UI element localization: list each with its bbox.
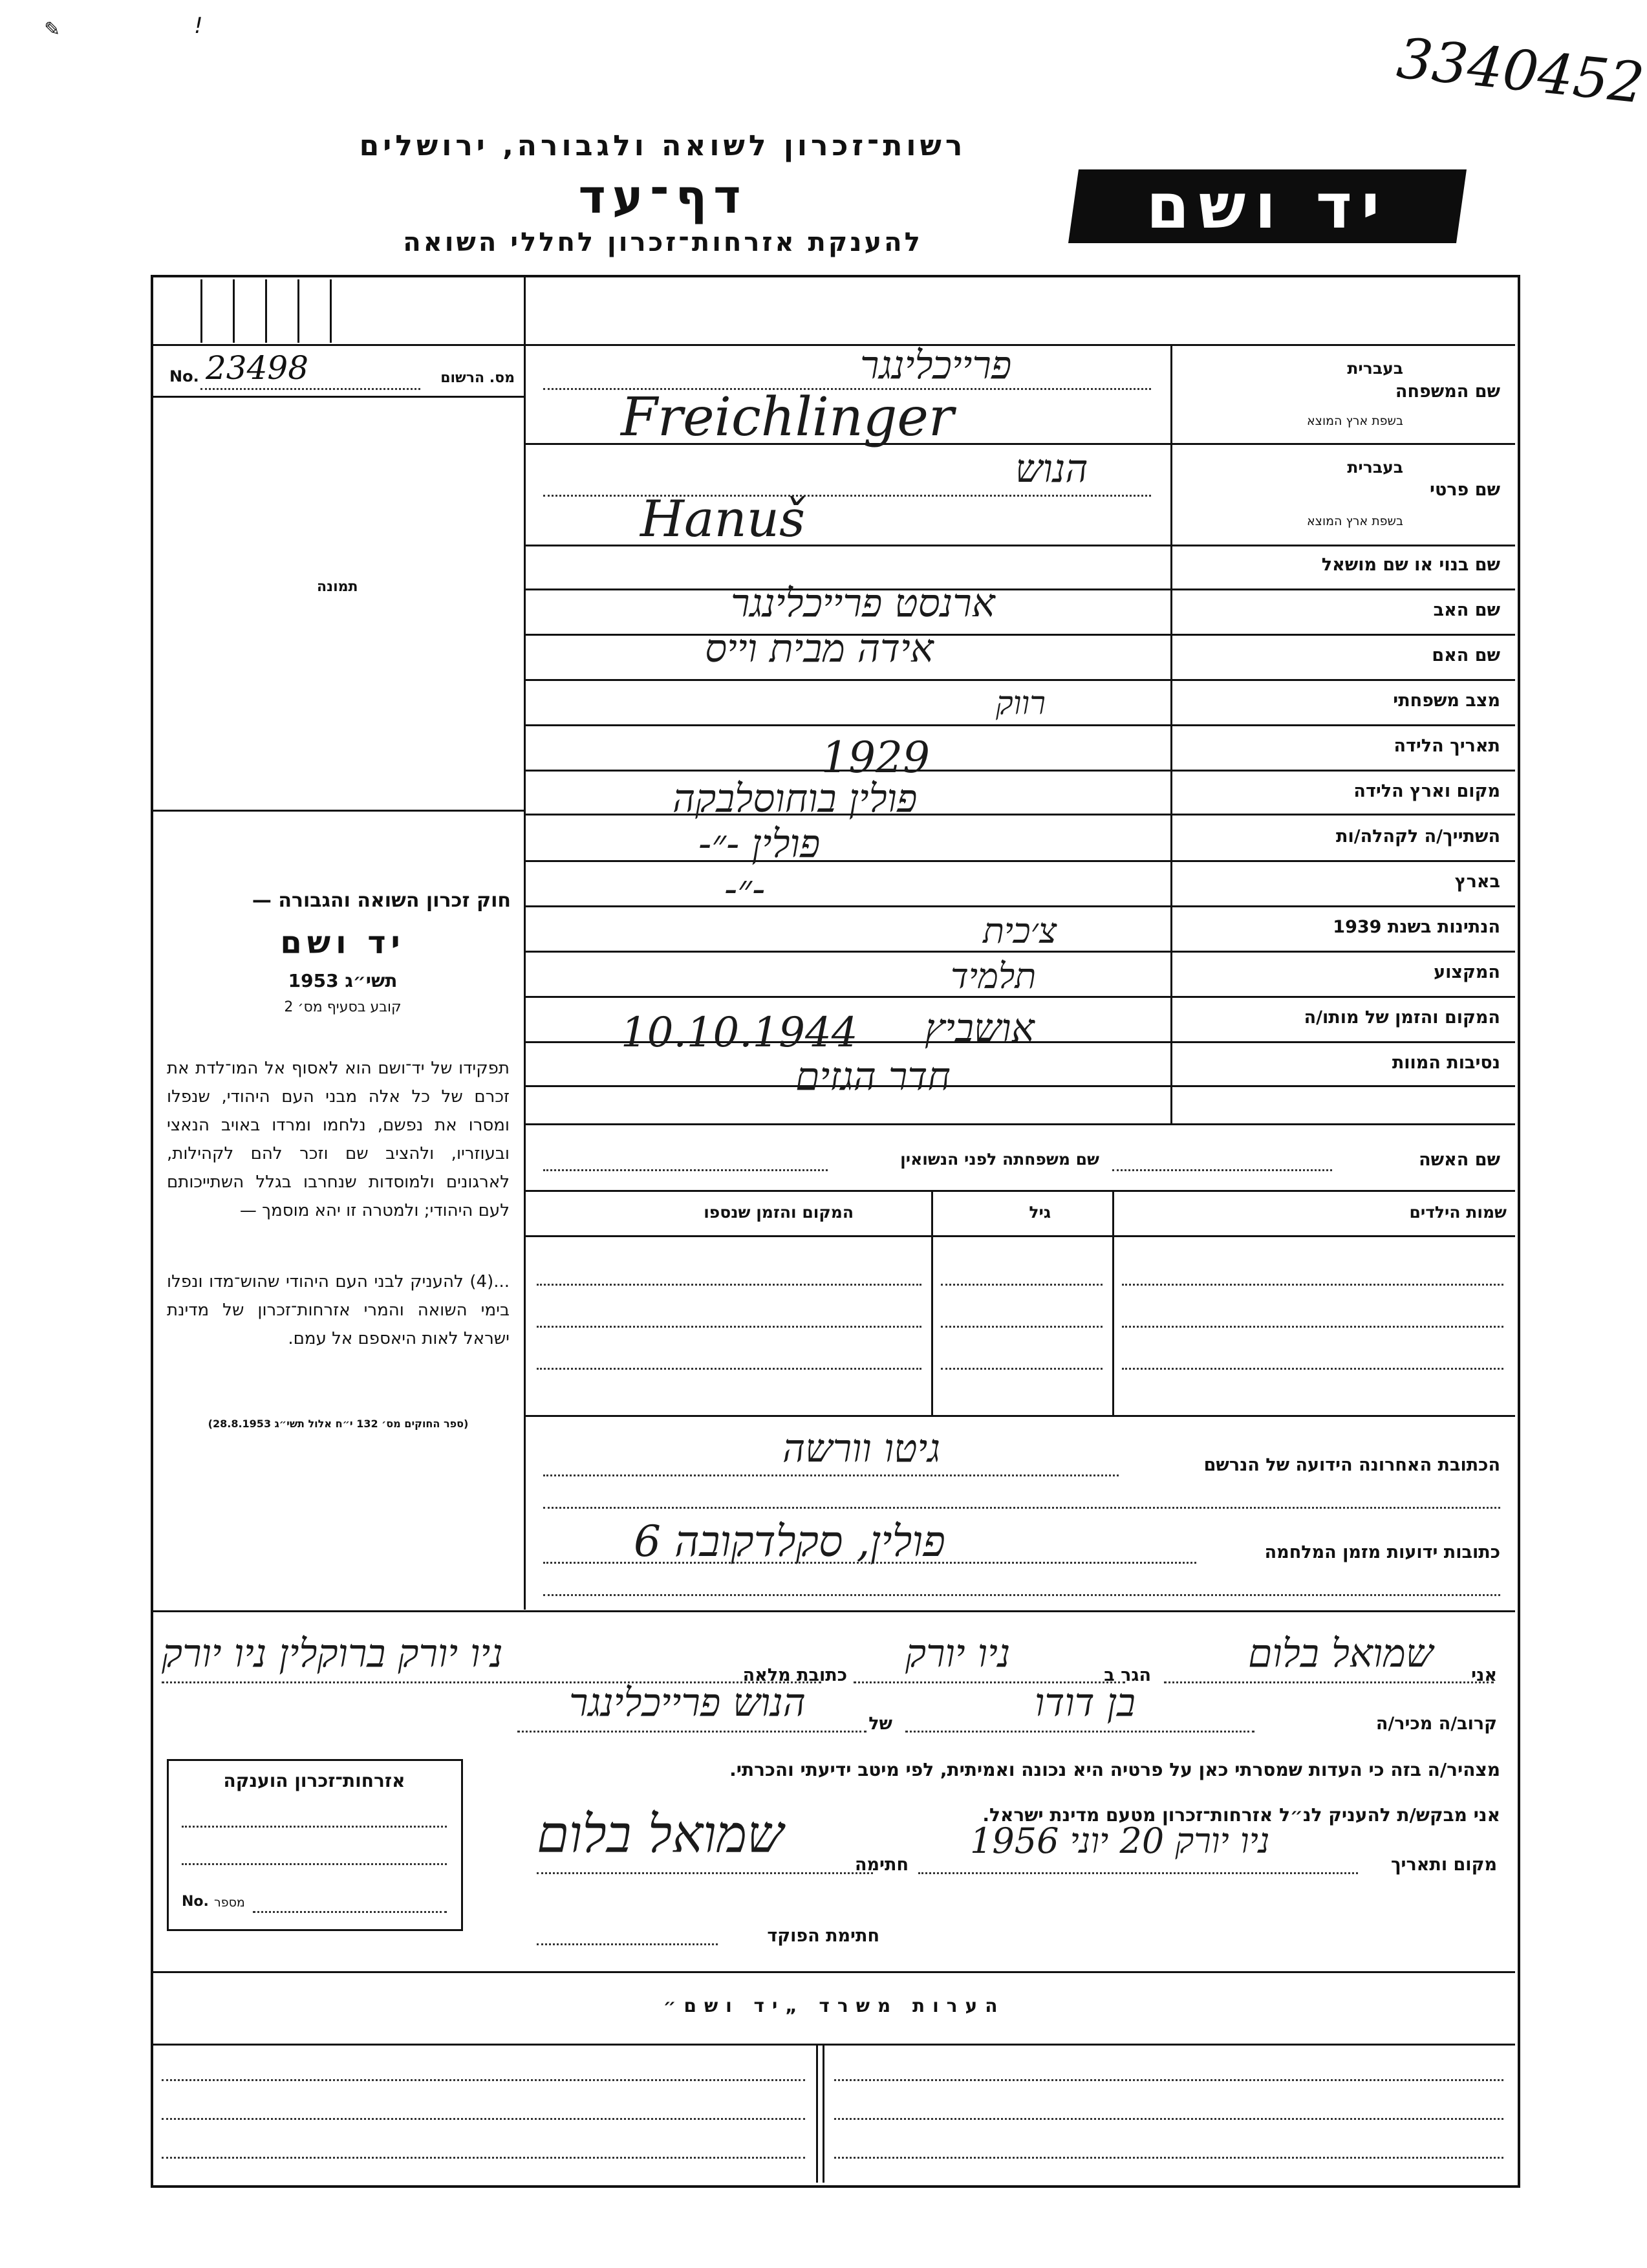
citizenship-value: צ׳כית [983, 911, 1057, 951]
mother-label: שם האם [1432, 645, 1500, 665]
law-text-2: ...(4) להעניק לבני העם היהודי שהוש־מדו ונפלו בימי השואה והמרי אזרחות־זכרון של מדינת ישראל לאות היאספם אל עמם. [167, 1272, 510, 1348]
birthplace-label: מקום וארץ הלידה [1353, 781, 1500, 801]
archive-number: 3340452 [1394, 26, 1647, 116]
country-label: בארץ [1454, 872, 1500, 892]
mother-value: אידה מבית וייס [705, 626, 934, 671]
registration-number-label: מס. הרשום [440, 370, 515, 386]
war-addresses-value: פולין, סקלדקובה 6 [634, 1517, 945, 1566]
children-place-header: המקום והזמן שנספו [704, 1203, 854, 1222]
of-value: הנוש פרייכלינגר [569, 1680, 806, 1725]
surname-hebrew-label: בעברית [1347, 359, 1403, 378]
father-label: שם האב [1433, 600, 1500, 620]
authority-title: רשות־זכרון לשואה ולגבורה, ירושלים [359, 129, 967, 162]
ani-label: אני [1471, 1665, 1497, 1685]
community-value: פולין -״- [698, 821, 821, 867]
wife-maiden-label: שם משפחתה לפני הנשואין [900, 1150, 1099, 1169]
logo-text: יד ושם [1146, 170, 1389, 243]
photo-label: תמונה [317, 579, 358, 595]
death-date-value: 10.10.1944 [621, 1009, 858, 1057]
birthdate-value: 1929 [821, 733, 930, 783]
surname-origin-label: בשפת ארץ המוצא [1306, 414, 1403, 428]
war-addresses-label: כתובות ידועות מזמן המלחמה [1264, 1542, 1500, 1562]
signature-label: חתימה [854, 1855, 909, 1875]
citizenship-box-no: No. [182, 1894, 209, 1910]
country-value: -״- [724, 867, 766, 912]
death-place-value: אושביץ [925, 1006, 1035, 1051]
last-address-value: גיטו וורשה [782, 1426, 941, 1471]
citizenship-box [167, 1759, 463, 1931]
resides-label: הגר ב [1104, 1665, 1151, 1685]
marital-label: מצב משפחתי [1393, 691, 1500, 711]
citizenship-box-title: אזרחות־זכרון הוענקה [223, 1770, 405, 1791]
full-address-label: כתובת מלאה [742, 1665, 847, 1685]
circumstances-label: נסיבות המוות [1392, 1053, 1500, 1073]
death-label: המקום והזמן של מותו/ה [1304, 1008, 1500, 1028]
children-age-header: גיל [1029, 1203, 1051, 1222]
registration-number: 23498 [206, 349, 309, 387]
no-label: No. [169, 367, 199, 385]
surname-latin-value: Freichlinger [621, 387, 954, 448]
marital-value: רווק [996, 684, 1046, 722]
profession-label: המקצוע [1434, 962, 1500, 982]
circumstances-value: חדר הגזים [795, 1054, 951, 1099]
birthplace-value: פולין בוחוסלבקה [673, 776, 918, 821]
form-subtitle: להענקת אזרחות־זכרון לחללי השואה [403, 228, 923, 257]
surname-label: שם המשפחה [1395, 382, 1500, 402]
law-footnote: (ספר החוקים מס׳ 132 י״ח אלול תשי״ג 28.8.1953) [208, 1418, 469, 1430]
law-clause: קובע בסעיף מס׳ 2 [284, 999, 402, 1015]
statement-1: מצהיר/ה בזה כי העדות שמסרתי כאן על פרטיה היא נכונה ואמיתית, לפי מיטב ידיעתי והכרתי. [729, 1759, 1500, 1780]
tick-boxes [181, 279, 517, 343]
firstname-hebrew-label: בעברית [1347, 458, 1403, 477]
place-date-label: מקום ותאריך [1390, 1855, 1497, 1875]
corner-mark: ✎ [44, 18, 61, 41]
law-text-1: תפקידו של יד־ושם הוא לאסוף אל המו־לדת את זכרם של כל אלה מבני העם היהודי, שנפלו ומסרו את נפשם, נלחמו ומרדו באויב הנאצי ובעוזריו, ולהציב שם וזכר להם לקהילות, לארגונים ולמוסדות שנחרבו בגלל השתייכותם לעם היהודי; ולמטרה זו יהא מוסמך — [167, 1059, 510, 1220]
nickname-label: שם בנוי או שם מושאל [1321, 555, 1500, 575]
statement-2: אני מבקש/ת להעניק לנ״ל אזרחות־זכרון מטעם מדינת ישראל. [982, 1804, 1500, 1826]
profession-value: תלמיד [951, 956, 1037, 997]
law-name: יד ושם [280, 925, 405, 961]
corner-mark: ! [194, 13, 203, 39]
yad-vashem-logo [1068, 169, 1467, 243]
firstname-label: שם פרטי [1430, 480, 1500, 500]
community-label: השתייך/ה לקהלה/ות [1336, 826, 1500, 847]
full-address-value: ניו יורק ברוקלין ניו יורק [162, 1631, 503, 1676]
clerk-signature-label: חתימת הפוקד [767, 1926, 879, 1946]
form-title: דף־עד [578, 169, 748, 224]
relation-value: בן דודו [1035, 1680, 1136, 1725]
resides-city-value: ניו יורק [905, 1631, 1011, 1676]
citizenship-box-number-label: מספר [214, 1895, 245, 1910]
father-value: ארנסט פרייכלינגר [731, 581, 995, 626]
law-year: תשי״ג 1953 [288, 970, 398, 991]
place-date-value: ניו יורק 20 יוני 1956 [970, 1820, 1270, 1861]
birthdate-label: תאריך הלידה [1394, 736, 1500, 756]
declarant-name-value: שמואל בלום [1248, 1631, 1434, 1676]
law-title: חוק זכרון השואה והגבורה — [252, 889, 511, 912]
citizenship-label: הנתינות בשנת 1939 [1333, 917, 1500, 937]
children-names-header: שמות הילדים [1409, 1203, 1507, 1222]
surname-hebrew-value: פרייכלינגר [860, 343, 1012, 388]
firstname-hebrew-value: הנוש [1015, 446, 1088, 491]
last-address-label: הכתובת האחרונה הידועה של הנרשם [1203, 1455, 1500, 1475]
firstname-latin-value: Hanuš [640, 490, 806, 548]
relation-label: קרוב/ה מכיר/ה [1375, 1714, 1497, 1734]
wife-label: שם האשה [1419, 1150, 1500, 1170]
office-notes-title: הערות משרד „יד ושם״ [663, 1995, 1006, 2016]
firstname-origin-label: בשפת ארץ המוצא [1306, 514, 1403, 528]
signature-value: שמואל בלום [537, 1804, 784, 1864]
of-label: של [868, 1714, 892, 1734]
